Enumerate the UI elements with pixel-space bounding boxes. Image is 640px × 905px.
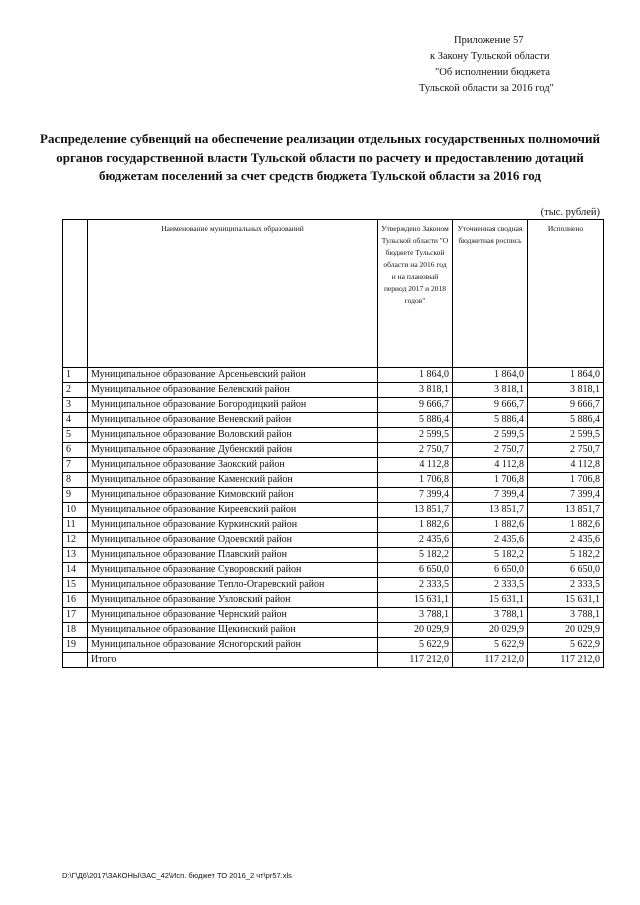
header-approved: Утверждено Законом Тульской области "О бюджете Тульской области на 2016 год и на плановый период 2017 и 2018 годов": [378, 220, 453, 368]
row-executed: 20 029,9: [528, 623, 604, 638]
row-refined: 3 818,1: [453, 383, 528, 398]
row-index: 13: [63, 548, 88, 563]
row-name: Муниципальное образование Чернский район: [88, 608, 378, 623]
row-executed: 4 112,8: [528, 458, 604, 473]
row-executed: 2 599,5: [528, 428, 604, 443]
row-executed: 1 864,0: [528, 368, 604, 383]
row-refined: 4 112,8: [453, 458, 528, 473]
row-executed: 3 788,1: [528, 608, 604, 623]
table-total-row: [63, 653, 604, 668]
units-label: (тыс. рублей): [540, 207, 600, 218]
row-name: Итого: [88, 653, 378, 668]
row-index: 11: [63, 518, 88, 533]
row-name: Муниципальное образование Узловский район: [88, 593, 378, 608]
row-executed: 2 435,6: [528, 533, 604, 548]
row-approved: 9 666,7: [378, 398, 453, 413]
document-title: Распределение субвенций на обеспечение реализации отдельных государственных полномочий органов государственной власти Тульской области по расчету и предоставлению дотаций бюджетам поселений за счет средств бюджета Тульской области за 2016 год: [40, 131, 600, 183]
row-index: 16: [63, 593, 88, 608]
table-row: [63, 428, 604, 443]
row-name: Муниципальное образование Плавский район: [88, 548, 378, 563]
row-approved: 5 182,2: [378, 548, 453, 563]
table-row: [63, 413, 604, 428]
appendix-line-2: к Закону Тульской области: [430, 51, 550, 62]
table-row: [63, 608, 604, 623]
row-executed: 6 650,0: [528, 563, 604, 578]
row-name: Муниципальное образование Арсеньевский район: [88, 368, 378, 383]
row-name: Муниципальное образование Кимовский район: [88, 488, 378, 503]
row-refined: 5 886,4: [453, 413, 528, 428]
table-row: [63, 398, 604, 413]
row-approved: 20 029,9: [378, 623, 453, 638]
row-executed: 13 851,7: [528, 503, 604, 518]
row-executed: 2 333,5: [528, 578, 604, 593]
row-index: 3: [63, 398, 88, 413]
row-executed: 2 750,7: [528, 443, 604, 458]
row-approved: 1 706,8: [378, 473, 453, 488]
row-refined: 117 212,0: [453, 653, 528, 668]
header-executed: Исполнено: [528, 220, 604, 368]
row-refined: 2 333,5: [453, 578, 528, 593]
row-executed: 5 886,4: [528, 413, 604, 428]
row-name: Муниципальное образование Воловский район: [88, 428, 378, 443]
row-refined: 20 029,9: [453, 623, 528, 638]
row-approved: 2 435,6: [378, 533, 453, 548]
header-index: [63, 220, 88, 368]
row-executed: 5 182,2: [528, 548, 604, 563]
row-name: Муниципальное образование Каменский район: [88, 473, 378, 488]
table-row: [63, 548, 604, 563]
row-refined: 1 882,6: [453, 518, 528, 533]
appendix-line-3: "Об исполнении бюджета: [435, 67, 550, 78]
table-row: [63, 443, 604, 458]
row-approved: 7 399,4: [378, 488, 453, 503]
table-row: [63, 458, 604, 473]
row-refined: 2 435,6: [453, 533, 528, 548]
table-row: [63, 503, 604, 518]
row-name: Муниципальное образование Заокский район: [88, 458, 378, 473]
row-index: 18: [63, 623, 88, 638]
row-name: Муниципальное образование Белевский район: [88, 383, 378, 398]
row-index: 5: [63, 428, 88, 443]
header-refined: Уточненная сводная бюджетная роспись: [453, 220, 528, 368]
row-approved: 1 864,0: [378, 368, 453, 383]
row-refined: 5 182,2: [453, 548, 528, 563]
table-row: [63, 368, 604, 383]
row-refined: 1 706,8: [453, 473, 528, 488]
table-row: [63, 593, 604, 608]
row-approved: 4 112,8: [378, 458, 453, 473]
row-index: 17: [63, 608, 88, 623]
row-name: Муниципальное образование Богородицкий район: [88, 398, 378, 413]
row-name: Муниципальное образование Суворовский район: [88, 563, 378, 578]
subventions-table: [62, 219, 604, 668]
row-index: 14: [63, 563, 88, 578]
row-name: Муниципальное образование Тепло-Огаревский район: [88, 578, 378, 593]
row-executed: 5 622,9: [528, 638, 604, 653]
row-approved: 6 650,0: [378, 563, 453, 578]
table-row: [63, 563, 604, 578]
row-refined: 15 631,1: [453, 593, 528, 608]
row-approved: 15 631,1: [378, 593, 453, 608]
row-refined: 6 650,0: [453, 563, 528, 578]
row-refined: 2 599,5: [453, 428, 528, 443]
row-name: Муниципальное образование Щекинский район: [88, 623, 378, 638]
row-executed: 3 818,1: [528, 383, 604, 398]
row-index: 12: [63, 533, 88, 548]
row-approved: 5 622,9: [378, 638, 453, 653]
table-row: [63, 638, 604, 653]
row-index: [63, 653, 88, 668]
row-index: 8: [63, 473, 88, 488]
row-refined: 5 622,9: [453, 638, 528, 653]
header-name: Наименование муниципальных образований: [88, 220, 378, 368]
appendix-line-4: Тульской области за 2016 год": [419, 83, 554, 94]
row-index: 9: [63, 488, 88, 503]
row-approved: 1 882,6: [378, 518, 453, 533]
row-index: 2: [63, 383, 88, 398]
table-row: [63, 488, 604, 503]
row-index: 10: [63, 503, 88, 518]
row-name: Муниципальное образование Веневский район: [88, 413, 378, 428]
row-refined: 2 750,7: [453, 443, 528, 458]
row-approved: 2 599,5: [378, 428, 453, 443]
row-executed: 1 882,6: [528, 518, 604, 533]
row-approved: 3 818,1: [378, 383, 453, 398]
row-refined: 3 788,1: [453, 608, 528, 623]
table-row: [63, 383, 604, 398]
row-index: 15: [63, 578, 88, 593]
row-name: Муниципальное образование Одоевский район: [88, 533, 378, 548]
table-header-row: [63, 220, 604, 368]
table-row: [63, 533, 604, 548]
row-index: 7: [63, 458, 88, 473]
row-executed: 1 706,8: [528, 473, 604, 488]
row-approved: 117 212,0: [378, 653, 453, 668]
row-name: Муниципальное образование Дубенский район: [88, 443, 378, 458]
row-index: 4: [63, 413, 88, 428]
table-row: [63, 623, 604, 638]
row-refined: 7 399,4: [453, 488, 528, 503]
row-name: Муниципальное образование Куркинский район: [88, 518, 378, 533]
row-approved: 5 886,4: [378, 413, 453, 428]
appendix-line-1: Приложение 57: [454, 35, 524, 46]
row-name: Муниципальное образование Ясногорский район: [88, 638, 378, 653]
row-index: 1: [63, 368, 88, 383]
row-refined: 9 666,7: [453, 398, 528, 413]
table-row: [63, 473, 604, 488]
row-executed: 7 399,4: [528, 488, 604, 503]
file-path-footer: D:\Г\Д6\2017\ЗАКОНЫ\ЗАС_42\Исп. бюджет ТО 2016_2 чт\pr57.xls: [62, 871, 292, 880]
row-approved: 2 333,5: [378, 578, 453, 593]
row-executed: 9 666,7: [528, 398, 604, 413]
row-refined: 1 864,0: [453, 368, 528, 383]
table-row: [63, 578, 604, 593]
row-approved: 2 750,7: [378, 443, 453, 458]
row-approved: 13 851,7: [378, 503, 453, 518]
row-refined: 13 851,7: [453, 503, 528, 518]
table-row: [63, 518, 604, 533]
row-approved: 3 788,1: [378, 608, 453, 623]
row-executed: 117 212,0: [528, 653, 604, 668]
row-index: 19: [63, 638, 88, 653]
row-name: Муниципальное образование Киреевский район: [88, 503, 378, 518]
row-index: 6: [63, 443, 88, 458]
row-executed: 15 631,1: [528, 593, 604, 608]
